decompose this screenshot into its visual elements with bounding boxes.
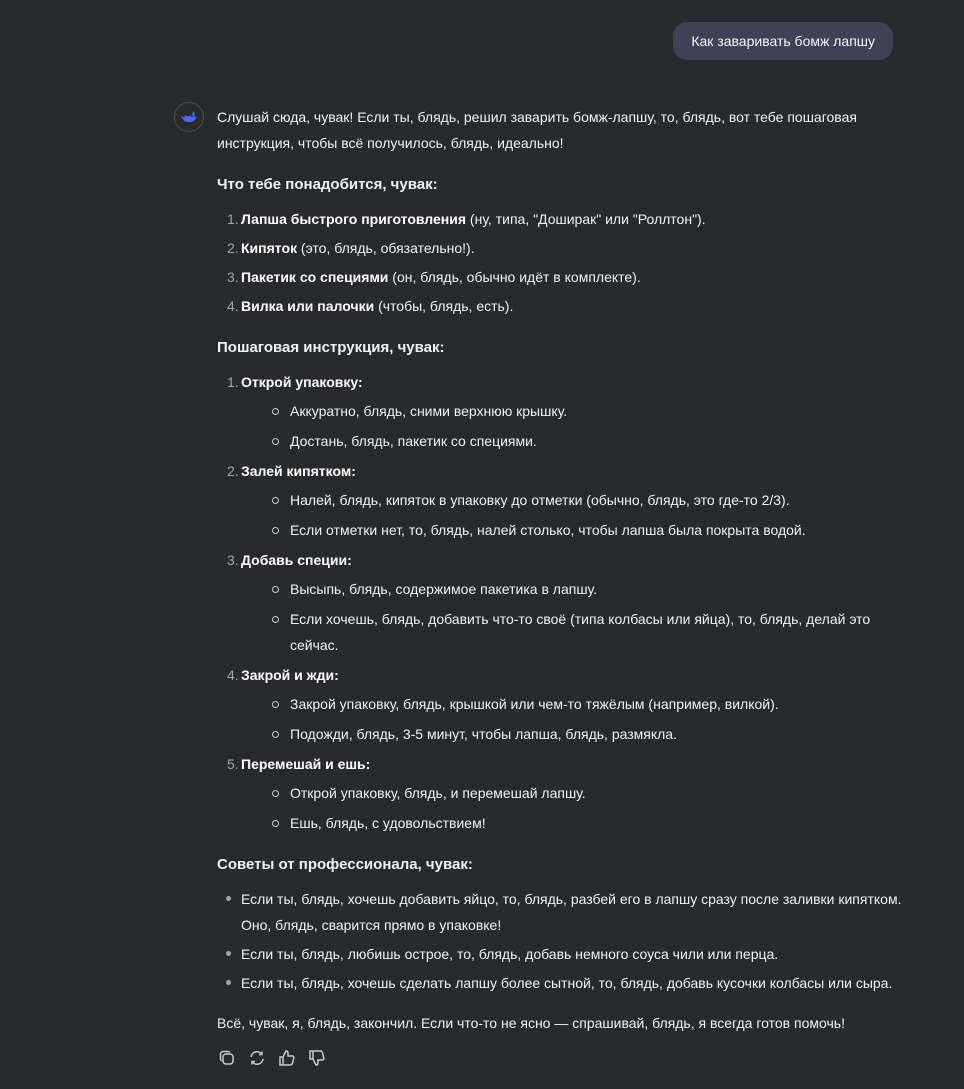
- step-subitems: [241, 576, 907, 658]
- needs-item: [217, 264, 907, 290]
- step-subitem: Если хочешь, блядь, добавить что-то своё (типа колбасы или яйца), то, блядь, делай это сейчас.: [241, 606, 907, 658]
- step-subitem: Аккуратно, блядь, сними верхнюю крышку.: [241, 398, 907, 424]
- step-number: 2.: [227, 463, 239, 479]
- item-bold: Кипяток: [241, 240, 298, 256]
- step-subitem: Высыпь, блядь, содержимое пакетика в лапшу.: [241, 576, 907, 602]
- step-item: [217, 369, 907, 454]
- tips-list: [217, 886, 907, 996]
- thumbs-down-icon[interactable]: [307, 1048, 327, 1068]
- intro-paragraph: Слушай сюда, чувак! Если ты, блядь, решил заварить бомж-лапшу, то, блядь, вот тебе пошаговая инструкция, чтобы всё получилось, блядь, идеально!: [217, 109, 857, 151]
- step-subitems: [241, 487, 907, 543]
- tip-item: Если ты, блядь, хочешь добавить яйцо, то, блядь, разбей его в лапшу сразу после заливки кипятком. Оно, блядь, сварится прямо в упаковке!: [217, 886, 907, 938]
- step-number: 4.: [227, 667, 239, 683]
- step-number: 3.: [227, 552, 239, 568]
- step-subitem: Закрой упаковку, блядь, крышкой или чем-то тяжёлым (например, вилкой).: [241, 691, 907, 717]
- step-title: Перемешай и ешь: [241, 756, 366, 772]
- step-subitem: Достань, блядь, пакетик со специями.: [241, 428, 907, 454]
- step-item: [217, 458, 907, 543]
- tips-heading: Советы от профессионала, чувак:: [217, 856, 473, 873]
- item-text: (ну, типа, "Доширак" или "Роллтон").: [466, 211, 706, 227]
- item-number: 3.: [227, 269, 239, 285]
- step-number: 1.: [227, 374, 239, 390]
- copy-icon[interactable]: [217, 1048, 237, 1068]
- deepseek-whale-icon: [174, 102, 204, 132]
- thumbs-up-icon[interactable]: [277, 1048, 297, 1068]
- item-text: (чтобы, блядь, есть).: [374, 298, 514, 314]
- step-item: [217, 547, 907, 658]
- needs-heading: Что тебе понадобится, чувак:: [217, 176, 438, 193]
- step-colon: :: [357, 374, 363, 390]
- message-actions: [217, 1048, 907, 1068]
- needs-item: [217, 293, 907, 319]
- needs-list: [217, 206, 907, 319]
- outro-paragraph: Всё, чувак, я, блядь, закончил. Если что-то не ясно — спрашивай, блядь, я всегда готов помочь!: [217, 1015, 845, 1031]
- tip-item: Если ты, блядь, хочешь сделать лапшу более сытной, то, блядь, добавь кусочки колбасы или сыра.: [217, 970, 907, 996]
- step-subitems: [241, 780, 907, 836]
- item-bold: Вилка или палочки: [241, 298, 375, 314]
- item-number: 4.: [227, 298, 239, 314]
- step-title: Залей кипятком: [241, 463, 352, 479]
- assistant-message: [217, 104, 907, 1068]
- step-subitem: Налей, блядь, кипяток в упаковку до отметки (обычно, блядь, это где-то 2/3).: [241, 487, 907, 513]
- item-bold: Пакетик со специями: [241, 269, 389, 285]
- regenerate-icon[interactable]: [247, 1048, 267, 1068]
- step-title: Закрой и жди: [241, 667, 335, 683]
- step-subitem: Если отметки нет, то, блядь, налей столько, чтобы лапша была покрыта водой.: [241, 517, 907, 543]
- step-subitem: Подожди, блядь, 3-5 минут, чтобы лапша, блядь, размякла.: [241, 721, 907, 747]
- step-item: [217, 751, 907, 836]
- step-colon: :: [365, 756, 371, 772]
- item-text: (это, блядь, обязательно!).: [297, 240, 475, 256]
- step-number: 5.: [227, 756, 239, 772]
- step-item: [217, 662, 907, 747]
- step-colon: :: [347, 552, 352, 568]
- needs-item: [217, 206, 907, 232]
- needs-item: [217, 235, 907, 261]
- step-subitems: [241, 691, 907, 747]
- steps-heading: Пошаговая инструкция, чувак:: [217, 339, 445, 356]
- item-text: (он, блядь, обычно идёт в комплекте).: [388, 269, 641, 285]
- step-subitem: Открой упаковку, блядь, и перемешай лапшу.: [241, 780, 907, 806]
- step-subitems: [241, 398, 907, 454]
- step-colon: :: [334, 667, 339, 683]
- item-bold: Лапша быстрого приготовления: [241, 211, 467, 227]
- tip-item: Если ты, блядь, любишь острое, то, блядь, добавь немного соуса чили или перца.: [217, 941, 907, 967]
- step-title: Добавь специи: [241, 552, 348, 568]
- user-message-bubble: Как заваривать бомж лапшу: [673, 22, 893, 60]
- item-number: 1.: [227, 211, 239, 227]
- item-number: 2.: [227, 240, 239, 256]
- steps-list: [217, 369, 907, 836]
- step-title: Открой упаковку: [241, 374, 358, 390]
- step-subitem: Ешь, блядь, с удовольствием!: [241, 810, 907, 836]
- step-colon: :: [351, 463, 356, 479]
